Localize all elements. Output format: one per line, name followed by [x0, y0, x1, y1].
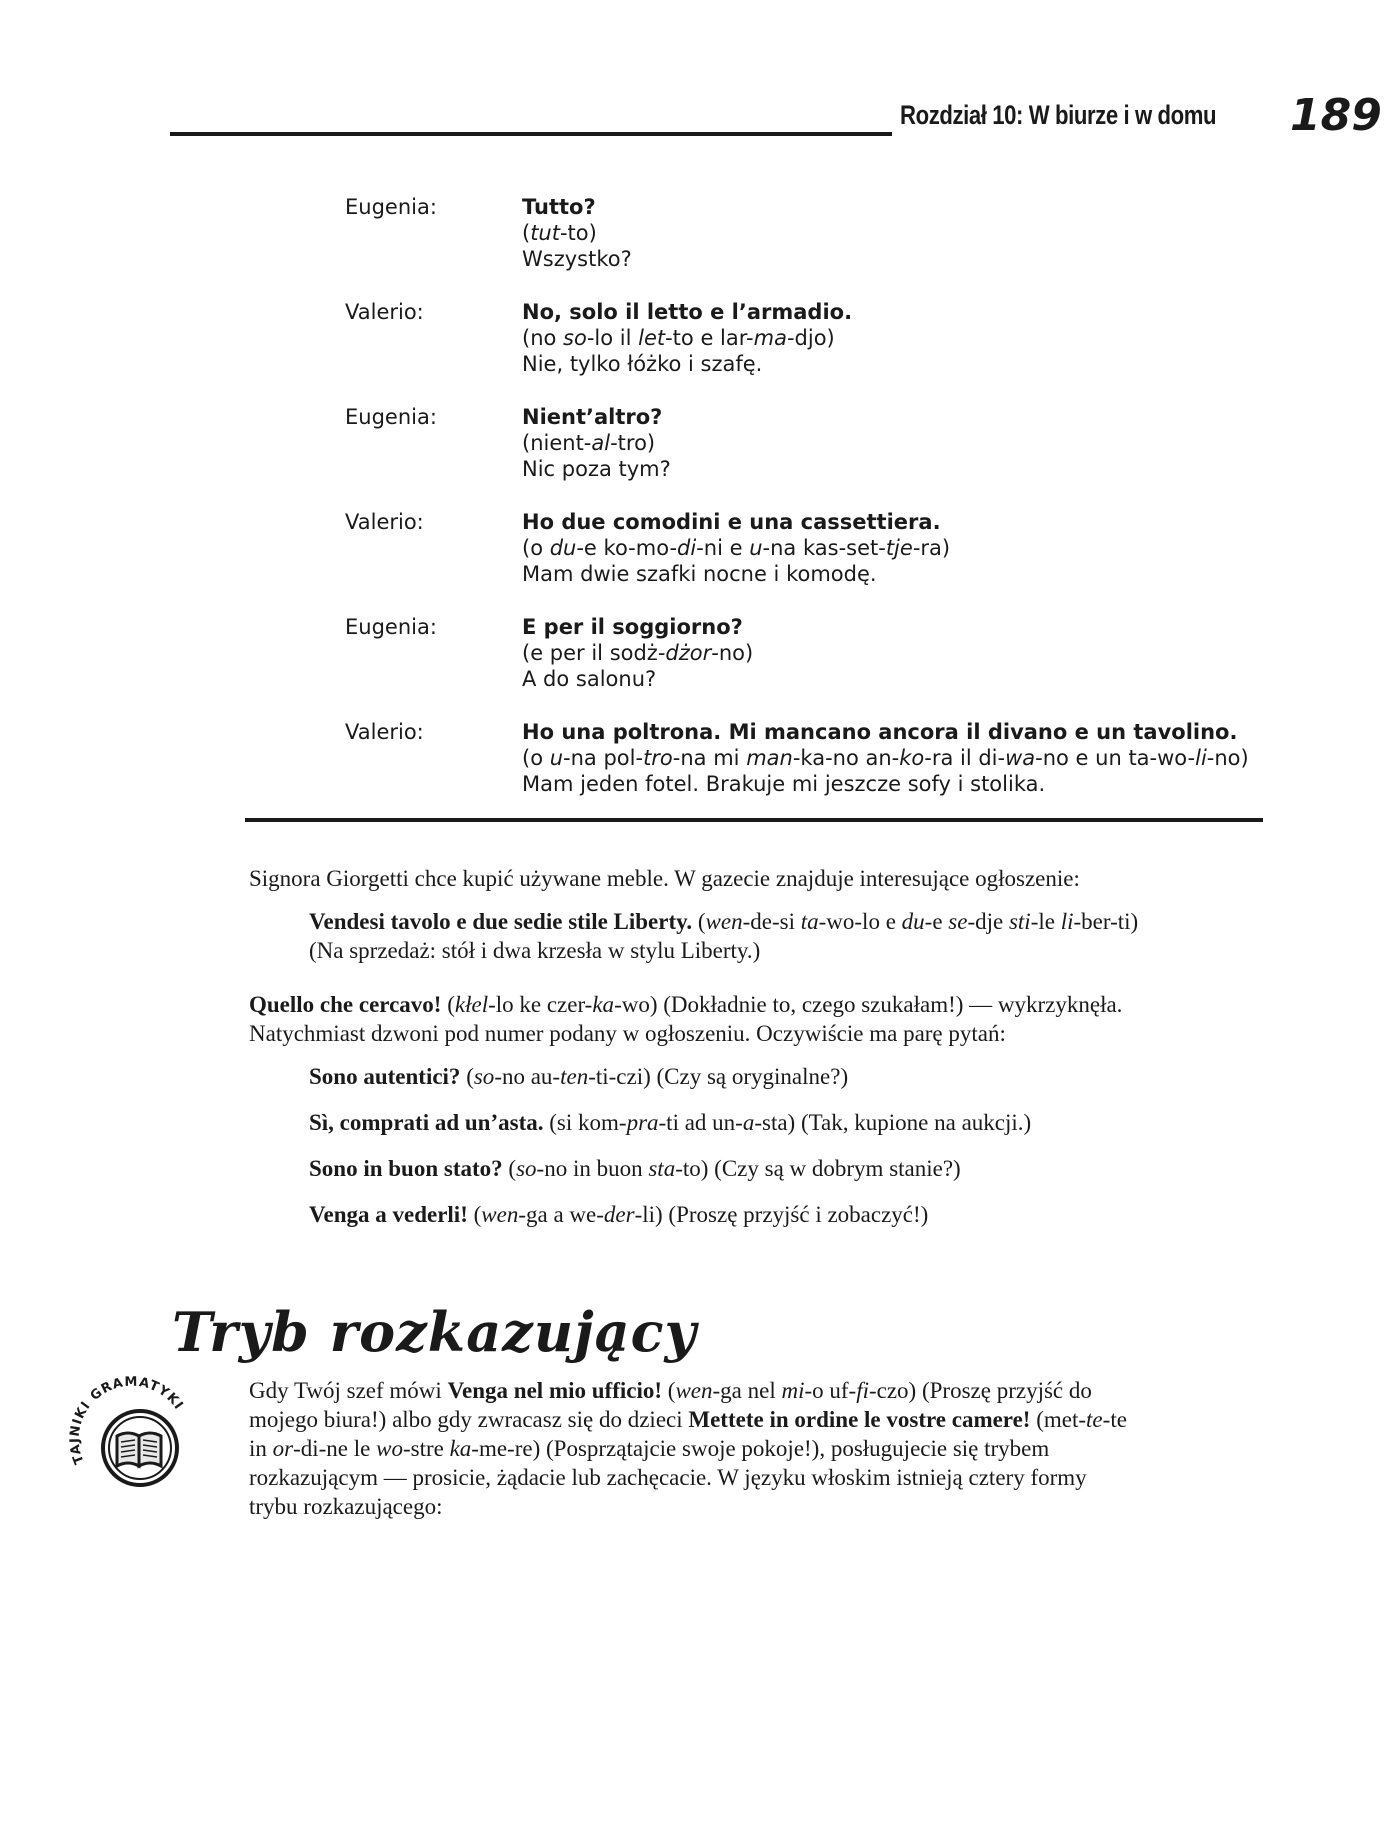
book-icon [117, 1433, 161, 1466]
question-item [309, 1154, 1269, 1183]
exclamation-line-2: Natychmiast dzwoni pod numer podany w ogłoszeniu. Oczywiście ma parę pytań: [249, 1021, 1006, 1046]
dialogue-lines [522, 509, 1265, 587]
polish-translation: A do salonu? [522, 667, 657, 691]
question-item [309, 1062, 1269, 1091]
italian-line: No, solo il letto e l’armadio. [522, 300, 853, 324]
dialogue-lines [522, 614, 1265, 692]
text-run: -de-si [742, 909, 801, 934]
page-number: 189 [1290, 90, 1382, 141]
stressed-syllable: u [549, 746, 564, 770]
grammar-badge-icon [62, 1370, 202, 1510]
stressed-syllable: mi [781, 1378, 805, 1403]
text-run: -no) [1206, 746, 1249, 770]
pronunciation-line [522, 640, 1265, 666]
text-run: (o [522, 536, 550, 560]
text-run: -ra) [912, 536, 951, 560]
polish-translation: Mam dwie szafki nocne i komodę. [522, 562, 877, 586]
header-rule [170, 132, 892, 136]
stressed-syllable: so [563, 326, 587, 350]
pronunciation-line [522, 220, 1265, 246]
stressed-syllable: ka [449, 1436, 472, 1461]
question-list [309, 1062, 1269, 1246]
speaker-name: Valerio: [345, 300, 424, 324]
running-header [170, 90, 1382, 142]
stressed-syllable: ten [560, 1064, 589, 1089]
question-item [309, 1108, 1269, 1137]
stressed-syllable: so [516, 1156, 537, 1181]
text-run: -na mi [672, 746, 747, 770]
grammar-line [249, 1405, 1269, 1434]
stressed-syllable: se [948, 909, 968, 934]
text-run: -ni e [696, 536, 750, 560]
text-run: (nient- [522, 431, 592, 455]
text-run: Gdy Twój szef mówi [249, 1378, 448, 1403]
dialogue-lines [522, 719, 1265, 797]
text-run: ( [502, 1156, 517, 1181]
pronunciation-line [522, 430, 1265, 456]
ad-italian: Vendesi tavolo e due sedie stile Liberty. [309, 909, 693, 934]
text-run: (met- [1030, 1407, 1087, 1432]
stressed-syllable: ma [753, 326, 787, 350]
stressed-syllable: wo [376, 1436, 403, 1461]
italian-line: E per il soggiorno? [522, 615, 743, 639]
dialogue-turn [345, 614, 1265, 692]
stressed-syllable: fi [856, 1378, 869, 1403]
text-run: -ti-czi) (Czy są oryginalne?) [588, 1064, 849, 1089]
stressed-syllable: dżor [665, 641, 712, 665]
text-run: -wo) (Dokładnie to, czego szukałam!) — wykrzyknęła. [614, 992, 1123, 1017]
stressed-syllable: pra [626, 1110, 659, 1135]
speaker-name: Eugenia: [345, 615, 437, 639]
text-run: -stre [402, 1436, 450, 1461]
text-run: (o [522, 746, 550, 770]
text-run: ( [441, 992, 455, 1017]
text-run: (no [522, 326, 564, 350]
grammar-line [249, 1376, 1269, 1405]
text-run: (si kom- [543, 1110, 627, 1135]
text-run: -wo-lo e [818, 909, 902, 934]
text-run: -le [1030, 909, 1061, 934]
text-run: rozkazującym — prosicie, żądacie lub zachęcacie. W języku włoskim istnieją cztery formy [249, 1465, 1087, 1490]
question-italian: Sono in buon stato? [309, 1156, 503, 1181]
exclamation-paragraph [249, 990, 1269, 1048]
italian-phrase: Mettete in ordine le vostre camere! [688, 1407, 1031, 1432]
dialogue-lines [522, 404, 1265, 482]
question-italian: Venga a vederli! [309, 1202, 468, 1227]
stressed-syllable: u [749, 536, 763, 560]
stressed-syllable: ka [592, 992, 615, 1017]
italian-line: Tutto? [522, 195, 596, 219]
polish-translation: Nic poza tym? [522, 457, 671, 481]
dialogue-turn [345, 719, 1265, 797]
italian-line: Ho due comodini e una cassettiera. [522, 510, 941, 534]
text-run: -dje [967, 909, 1009, 934]
polish-translation: Wszystko? [522, 247, 632, 271]
dialogue-turn [345, 299, 1265, 377]
stressed-syllable: ta [800, 909, 819, 934]
stressed-syllable: tro [643, 746, 673, 770]
newspaper-ad [309, 907, 1269, 965]
ad-translation: (Na sprzedaż: stół i dwa krzesła w stylu Liberty.) [309, 938, 761, 963]
text-run: -ga nel [712, 1378, 782, 1403]
speaker-name: Valerio: [345, 720, 424, 744]
grammar-line [249, 1463, 1269, 1492]
dialogue-turn [345, 404, 1265, 482]
speaker-name: Valerio: [345, 510, 424, 534]
stressed-syllable: ko [899, 746, 925, 770]
text-run: (e per il sodż- [522, 641, 666, 665]
grammar-paragraph [249, 1376, 1269, 1521]
text-run: mojego biura!) albo gdy zwracasz się do dzieci [249, 1407, 689, 1432]
stressed-syllable: wen [675, 1378, 713, 1403]
stressed-syllable: tje [885, 536, 913, 560]
pronunciation-line [522, 535, 1265, 561]
stressed-syllable: li [1195, 746, 1207, 770]
pronunciation-line [522, 745, 1265, 771]
text-run: in [249, 1436, 273, 1461]
dialogue-turn [345, 194, 1265, 272]
text-run: -e ko-mo- [576, 536, 678, 560]
stressed-syllable: tut [530, 221, 560, 245]
text-run: -lo il [586, 326, 639, 350]
dialogue-box [345, 194, 1265, 824]
stressed-syllable: so [473, 1064, 495, 1089]
pronunciation-line [522, 325, 1265, 351]
stressed-syllable: di [677, 536, 697, 560]
text-run: -ga a we- [518, 1202, 604, 1227]
text-run: -li) (Proszę przyjść i zobaczyć!) [634, 1202, 929, 1227]
italian-phrase: Venga nel mio ufficio! [447, 1378, 663, 1403]
question-item [309, 1200, 1269, 1229]
stressed-syllable: li [1060, 909, 1074, 934]
stressed-syllable: sti [1008, 909, 1031, 934]
stressed-syllable: let [638, 326, 666, 350]
text-run: -tro) [610, 431, 656, 455]
section-title: Tryb rozkazujący [172, 1300, 697, 1364]
stressed-syllable: al [591, 431, 611, 455]
polish-translation: Mam jeden fotel. Brakuje mi jeszcze sofy i stolika. [522, 772, 1046, 796]
text-run: -ber-ti) [1073, 909, 1139, 934]
italian-line: Nient’altro? [522, 405, 663, 429]
text-run: -sta) (Tak, kupione na aukcji.) [754, 1110, 1032, 1135]
stressed-syllable: wen [705, 909, 743, 934]
text-run: ( [522, 221, 531, 245]
text-run: -di-ne le [293, 1436, 377, 1461]
text-run: -lo ke czer- [488, 992, 593, 1017]
question-italian: Sì, comprati ad un’asta. [309, 1110, 544, 1135]
stressed-syllable: wen [481, 1202, 519, 1227]
text-run: -czo) (Proszę przyjść do [868, 1378, 1092, 1403]
badge-text: TAJNIKI GRAMATYKI [67, 1374, 187, 1467]
stressed-syllable: man [746, 746, 793, 770]
stressed-syllable: te [1086, 1407, 1103, 1432]
text-run: -to) (Czy są w dobrym stanie?) [675, 1156, 961, 1181]
text-run: -na kas-set- [762, 536, 886, 560]
exclamation-pronunciation [441, 992, 1122, 1017]
text-run: -te [1102, 1407, 1127, 1432]
chapter-title: Rozdział 10: W biurze i w domu [900, 100, 1217, 130]
question-italian: Sono autentici? [309, 1064, 461, 1089]
stressed-syllable: du [549, 536, 577, 560]
grammar-line [249, 1492, 1269, 1521]
stressed-syllable: wa [1005, 746, 1036, 770]
polish-translation: Nie, tylko łóżko i szafę. [522, 352, 763, 376]
text-run: -to e lar- [665, 326, 754, 350]
text-run: -o uf- [804, 1378, 857, 1403]
text-run: -ti ad un- [658, 1110, 743, 1135]
text-run: ( [460, 1064, 474, 1089]
text-run: -ra il di- [924, 746, 1006, 770]
text-run: ( [662, 1378, 676, 1403]
dialogue-lines [522, 299, 1265, 377]
stressed-syllable: or [272, 1436, 294, 1461]
stressed-syllable: kłel [454, 992, 489, 1017]
speaker-name: Eugenia: [345, 195, 437, 219]
intro-paragraph: Signora Giorgetti chce kupić używane meble. W gazecie znajduje interesujące ogłoszenie: [249, 866, 1080, 891]
text-run: ( [692, 909, 706, 934]
stressed-syllable: a [742, 1110, 755, 1135]
text-run: -djo) [786, 326, 835, 350]
dialogue-turn [345, 509, 1265, 587]
text-run: -me-re) (Posprzątajcie swoje pokoje!), posługujecie się trybem [471, 1436, 1050, 1461]
stressed-syllable: sta [648, 1156, 676, 1181]
text-run: trybu rozkazującego: [249, 1494, 443, 1519]
grammar-line [249, 1434, 1269, 1463]
ad-line [309, 907, 1269, 936]
ad-pronunciation [692, 909, 1138, 934]
exclamation-italian: Quello che cercavo! [249, 992, 442, 1017]
text-run: -e [924, 909, 949, 934]
dialogue-bottom-rule [245, 818, 1263, 822]
text-run: -na pol- [563, 746, 644, 770]
dialogue-lines [522, 194, 1265, 272]
text-run: -to) [559, 221, 597, 245]
stressed-syllable: der [603, 1202, 635, 1227]
text-run: -no in buon [536, 1156, 649, 1181]
text-run: -no) [711, 641, 754, 665]
text-run: -no au- [494, 1064, 561, 1089]
exclamation-line [249, 990, 1269, 1019]
text-run: -no e un ta-wo- [1035, 746, 1196, 770]
text-run: -ka-no an- [792, 746, 900, 770]
stressed-syllable: du [901, 909, 925, 934]
text-run: ( [467, 1202, 482, 1227]
speaker-name: Eugenia: [345, 405, 437, 429]
italian-line: Ho una poltrona. Mi mancano ancora il divano e un tavolino. [522, 720, 1238, 744]
